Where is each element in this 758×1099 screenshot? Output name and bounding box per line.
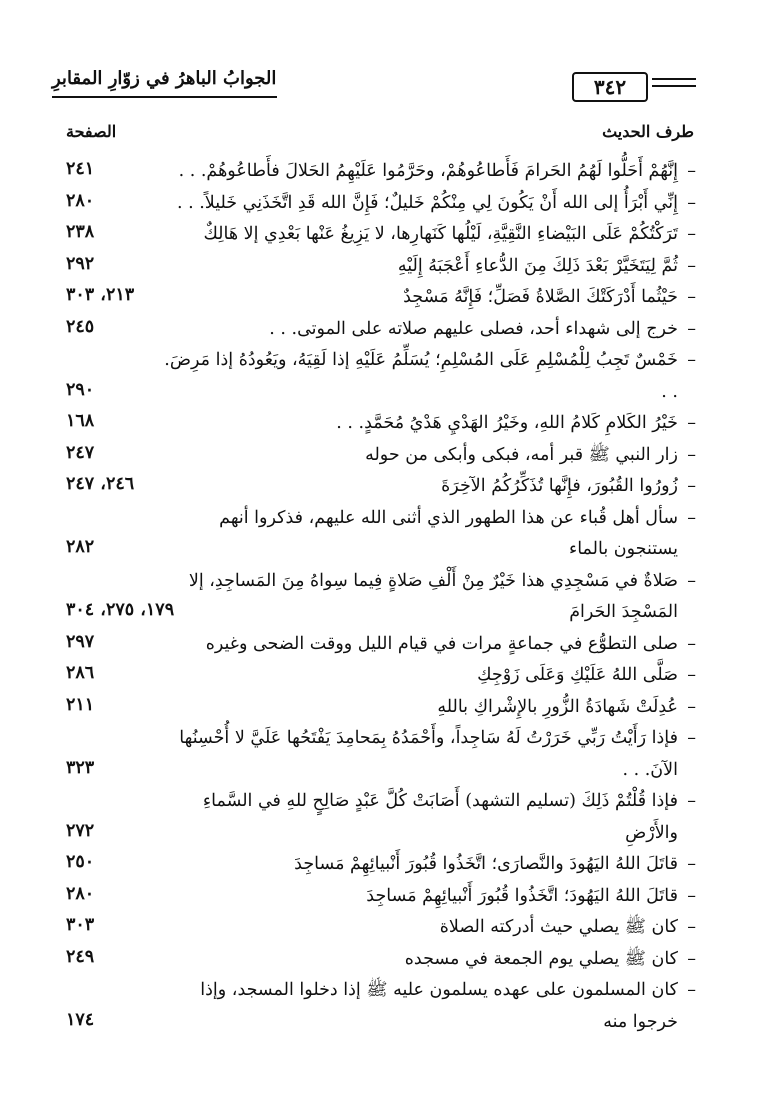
index-entry: [66, 156, 696, 188]
page-reference: ٢٨٠: [66, 190, 95, 211]
page-header: [52, 66, 702, 106]
index-entry: [66, 219, 696, 251]
column-header-page: الصفحة: [66, 122, 117, 141]
page-number: ٣٤٢: [572, 72, 648, 102]
index-entry: [66, 345, 696, 408]
index-entry: [66, 786, 696, 849]
hadith-text: – كان ﷺ يصلي يوم الجمعة في مسجده: [156, 944, 696, 976]
index-entry: [66, 314, 696, 346]
page-reference: ٢٨٦: [66, 663, 95, 683]
index-entry: [66, 440, 696, 472]
hadith-text: – حَيْثُما أَدْرَكَتْكَ الصَّلاةُ فَصَلِّ؛ فَإِنَّهُ مَسْجِدٌ: [156, 282, 696, 314]
header-rule-left: [52, 96, 277, 98]
index-entry: [66, 251, 696, 283]
hadith-text: – خرج إلى شهداء أحد، فصلى عليهم صلاته على الموتى. . .: [156, 314, 696, 346]
hadith-text: – زار النبي ﷺ قبر أمه، فبكى وأبكى من حوله: [156, 440, 696, 472]
index-entry: [66, 912, 696, 944]
index-entry: [66, 944, 696, 976]
index-entry: [66, 629, 696, 661]
page-reference: ٢١١: [66, 694, 95, 715]
header-rule-right-bottom: [652, 85, 696, 87]
hadith-text: – ثُمَّ لِيَتَخَيَّرْ بَعْدَ ذَلِكَ مِنَ الدُّعاءِ أَعْجَبَهُ إِلَيْهِ: [156, 251, 696, 283]
index-entry: [66, 723, 696, 786]
index-entry: [66, 692, 696, 724]
hadith-text: – خَيْرُ الكَلامِ كَلامُ اللهِ، وخَيْرُ الهَدْيِ هَدْيُ مُحَمَّدٍ. . .: [156, 408, 696, 440]
page-reference: ٢٩٠: [66, 379, 95, 400]
hadith-text: – تَرَكْتُكُمْ عَلَى البَيْضاءِ النَّقِيَّةِ، لَيْلُها كَنَهارِها، لا يَزِيغُ عَنْها بَعْدِي إلا هَالِكٌ: [156, 219, 696, 251]
page-reference: ٢٤٥: [66, 316, 95, 337]
column-header-hadith: طرف الحديث: [602, 122, 694, 141]
index-entry: [66, 503, 696, 566]
index-entry: [66, 566, 696, 629]
page-reference: ٢٧٢: [66, 820, 95, 841]
header-rule-right-top: [652, 78, 696, 80]
index-entry: [66, 408, 696, 440]
index-entry: [66, 471, 696, 503]
page-reference: ٢٤١: [66, 159, 95, 179]
hadith-text: – فإذا رَأَيْتُ رَبِّي خَرَرْتُ لَهُ سَاجِداً، وأَحْمَدُهُ بِمَحامِدَ يَفْتَحُها عَلَيَّ لا أُحْسِنُها الآنَ. . .: [156, 723, 696, 786]
hadith-text: – خَمْسٌ تَجِبُ لِلْمُسْلِمِ عَلَى المُسْلِمِ؛ يُسَلِّمُ عَلَيْهِ إذا لَقِيَهُ، ويَعُودُهُ إذا مَرِضَ. . .: [156, 345, 696, 408]
page-reference: ٢٤٧: [66, 442, 95, 463]
column-headers: [66, 122, 694, 148]
index-entry: [66, 660, 696, 692]
page-reference: ٣٢٣: [66, 757, 95, 778]
hadith-text: – إِنِّي أَبْرَأُ إلى الله أَنْ يَكُونَ لِي مِنْكُمْ خَليلٌ؛ فَإِنَّ الله قَدِ اتَّخَذَنِي خَليلاً. . .: [156, 188, 696, 220]
hadith-text: – عُدِلَتْ شَهادَةُ الزُّورِ بالإِشْراكِ باللهِ: [156, 692, 696, 724]
index-entries: [66, 156, 696, 1038]
hadith-text: – إِنَّهُمْ أَحَلُّوا لَهُمُ الحَرامَ فَأَطاعُوهُمْ، وحَرَّمُوا عَلَيْهِمُ الحَلالَ فأَطاعُوهُمْ. . .: [156, 156, 696, 188]
page-reference: ٢٨٠: [66, 883, 95, 904]
page-reference: ٢٨٢: [66, 537, 95, 557]
page-reference: ١٦٨: [66, 411, 95, 431]
page-reference: ٢٩٧: [66, 631, 95, 652]
hadith-text: – صلى التطوُّع في جماعةٍ مرات في قيام الليل ووقت الضحى وغيره: [156, 629, 696, 661]
book-title: الجوابُ الباهرُ في زوّارِ المقابرِ: [52, 68, 277, 89]
page-reference: ١٧٤: [66, 1009, 95, 1030]
hadith-text: – صَلَّى اللهُ عَلَيْكِ وَعَلَى زَوْجِكِ: [156, 660, 696, 692]
page-reference: ٣٠٣: [66, 915, 95, 935]
index-entry: [66, 975, 696, 1038]
hadith-text: – قاتَلَ اللهُ اليَهُودَ والنَّصارَى؛ اتَّخَذُوا قُبُورَ أَنْبيائِهِمْ مَساجِدَ: [156, 849, 696, 881]
hadith-text: – كان المسلمون على عهده يسلمون عليه ﷺ إذا دخلوا المسجد، وإذا خرجوا منه: [156, 975, 696, 1038]
hadith-text: – صَلاةٌ في مَسْجِدِي هذا خَيْرٌ مِنْ أَلْفِ صَلاةٍ فِيما سِواهُ مِنَ المَساجِدِ، إلا المَسْجِدَ الحَرامَ: [156, 566, 696, 629]
hadith-text: – قاتَلَ اللهُ اليَهُودَ؛ اتَّخَذُوا قُبُورَ أَنْبيائِهِمْ مَساجِدَ: [156, 881, 696, 913]
page-reference: ٢١٣، ٣٠٣: [66, 285, 135, 305]
page-reference: ٢٥٠: [66, 852, 95, 872]
page-reference: ٢٣٨: [66, 222, 95, 242]
index-entry: [66, 881, 696, 913]
index-entry: [66, 849, 696, 881]
index-entry: [66, 282, 696, 314]
hadith-text: – فإذا قُلْتُمْ ذَلِكَ (تسليم التشهد) أَصَابَتْ كُلَّ عَبْدٍ صَالِحٍ للهِ في السَّماءِ والأَرْضِ: [156, 786, 696, 849]
index-entry: [66, 188, 696, 220]
page-reference: ٢٤٩: [66, 946, 95, 967]
page-reference: ٢٩٢: [66, 253, 95, 274]
page-reference: ٢٤٦، ٢٤٧: [66, 474, 135, 494]
hadith-text: – كان ﷺ يصلي حيث أدركته الصلاة: [156, 912, 696, 944]
hadith-text: – زُورُوا القُبُورَ، فإِنَّها تُذَكِّرُكُمُ الآخِرَةَ: [156, 471, 696, 503]
page-reference: ١٧٩، ٢٧٥، ٣٠٤: [66, 600, 175, 620]
hadith-text: – سأل أهل قُباء عن هذا الطهور الذي أثنى الله عليهم، فذكروا أنهم يستنجون بالماء: [156, 503, 696, 566]
